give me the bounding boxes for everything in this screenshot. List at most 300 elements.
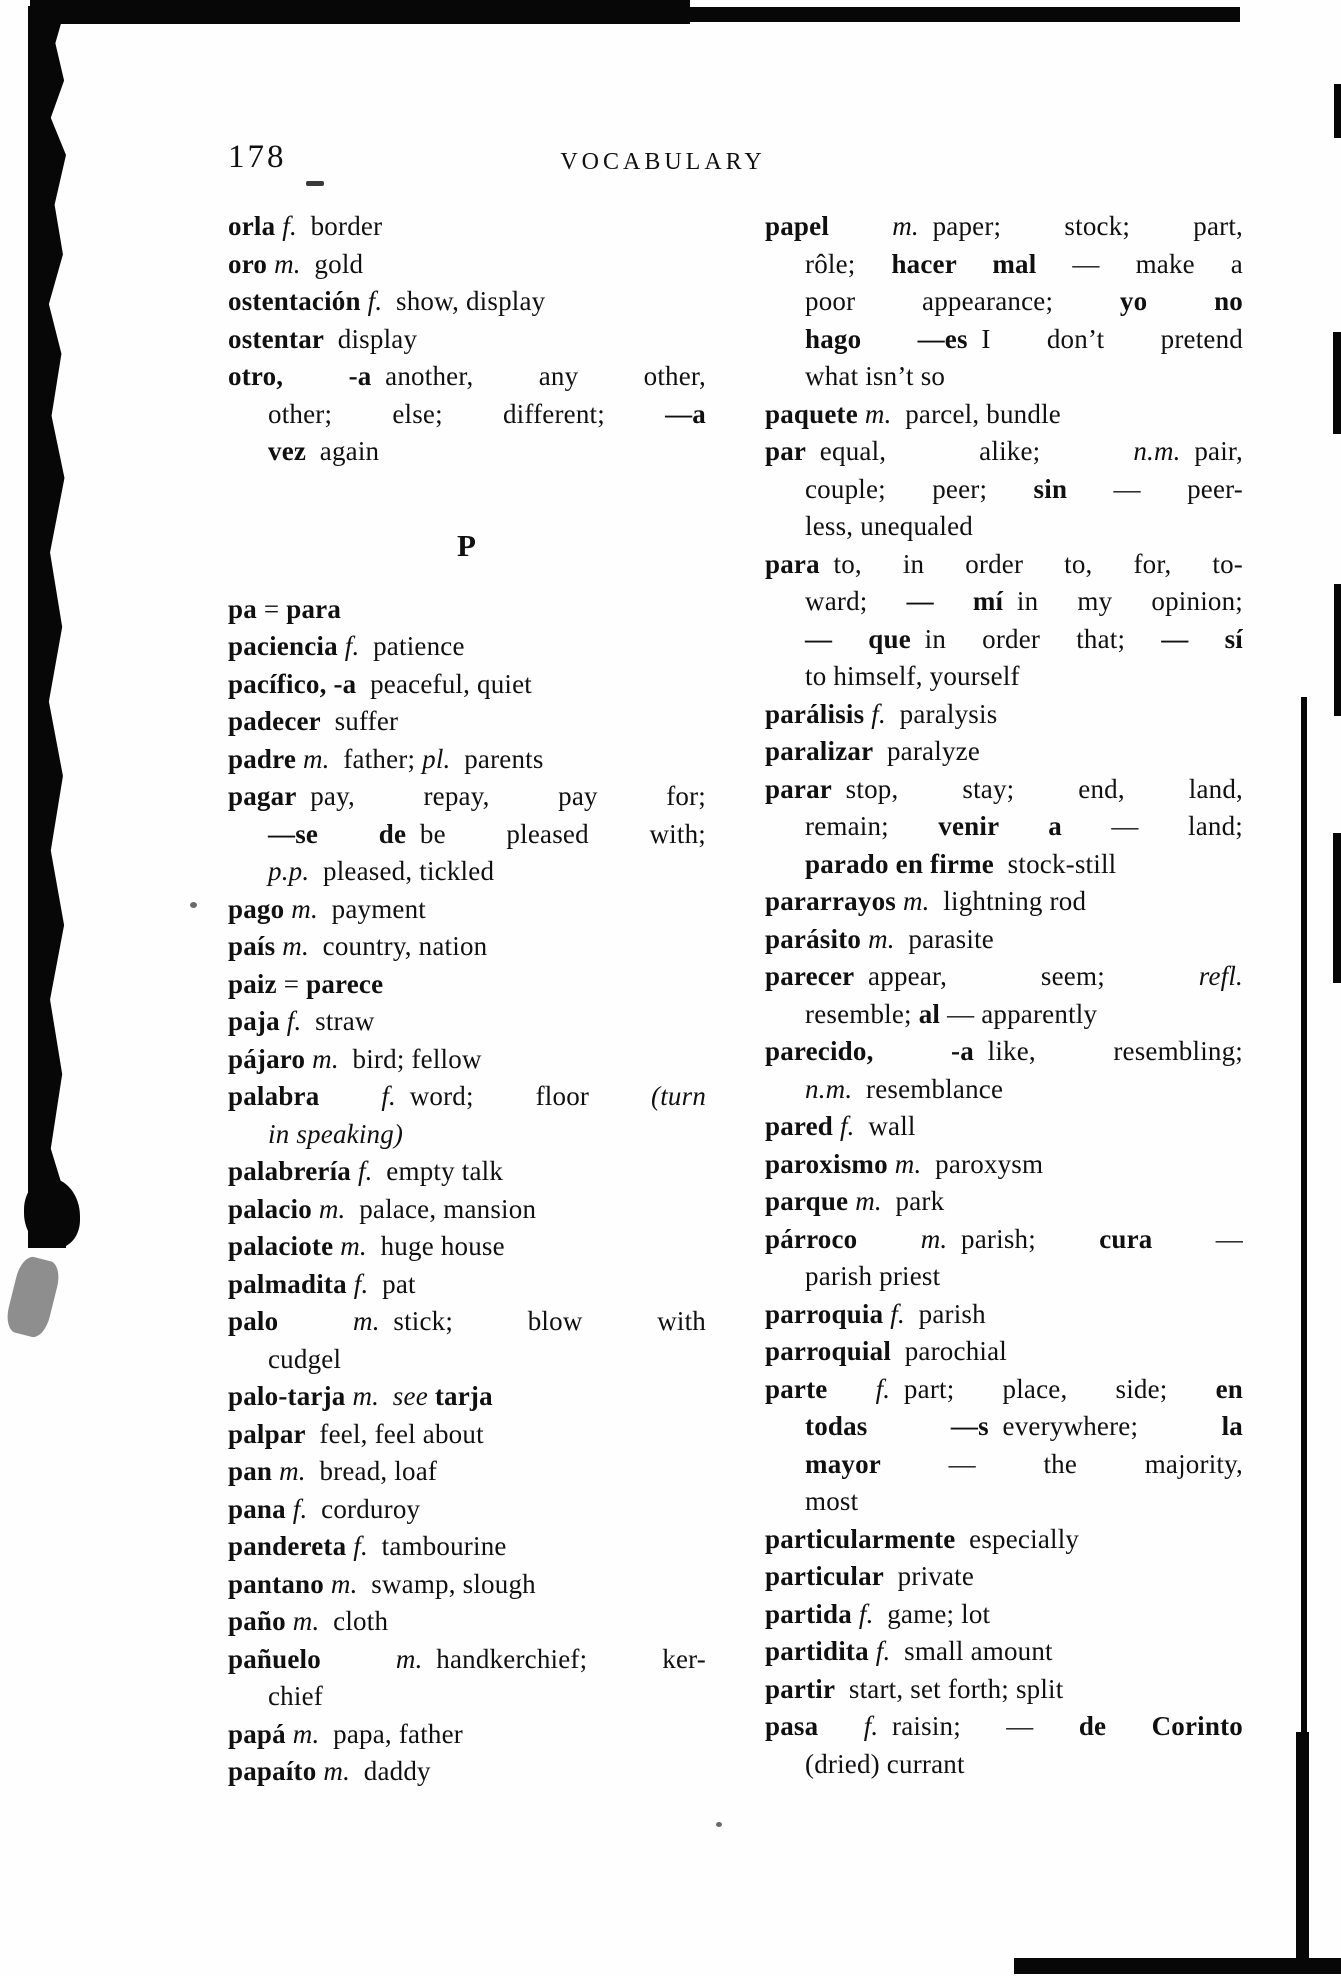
entry-text: paper; stock; part, [918, 211, 1244, 241]
entry-text: bread, loaf [305, 1456, 438, 1486]
entry-text: bird; fellow [338, 1043, 482, 1074]
entry-text [347, 1269, 354, 1299]
bold-phrase: parece [306, 968, 384, 999]
entry-text: paralyze [873, 736, 981, 766]
entry-text [312, 1194, 319, 1224]
entry-line [765, 771, 1243, 809]
entry-line [228, 1453, 706, 1491]
entry-text: what isn’t so [805, 361, 946, 391]
entry-text [286, 1494, 293, 1524]
scan-edge-top-bar-thin [680, 7, 1240, 22]
entry-text [827, 1374, 875, 1404]
entry-line [765, 1671, 1243, 1709]
entry-headword: papaíto [228, 1756, 317, 1786]
entry-line [765, 958, 1243, 996]
entry-continuation-line [765, 471, 1243, 509]
entry-text: chief [268, 1681, 323, 1711]
entry-headword: pacífico, -a [228, 668, 357, 699]
entry-line [228, 1153, 706, 1191]
grammar-marker: refl. [1198, 961, 1243, 991]
entry-text [428, 1381, 435, 1411]
entry-line [228, 283, 706, 321]
entry-text: suffer [320, 706, 399, 736]
entry-line [228, 1228, 706, 1266]
grammar-marker: m. [323, 1756, 351, 1786]
entry-headword: orla [228, 211, 276, 241]
grammar-marker: f. [286, 1006, 302, 1036]
grammar-marker: m. [291, 893, 318, 924]
entry-headword: pararrayos [765, 886, 896, 916]
entry-text: payment [317, 893, 427, 924]
entry-text: private [883, 1561, 975, 1591]
entry-headword: padre [228, 743, 297, 774]
entry-headword: partir [765, 1673, 836, 1704]
bold-phrase: hacer mal [891, 248, 1037, 279]
grammar-marker: in speaking) [268, 1118, 404, 1149]
entry-text [818, 1711, 863, 1741]
entry-text [852, 1599, 859, 1629]
bold-phrase: tarja [434, 1381, 493, 1411]
entry-continuation-line [765, 358, 1243, 396]
entry-text: swamp, slough [357, 1568, 536, 1599]
entry-headword: parásito [765, 923, 862, 954]
entry-line [228, 1416, 706, 1454]
entry-text [896, 886, 903, 916]
entry-line [228, 1753, 706, 1791]
grammar-marker: f. [292, 1493, 308, 1524]
entry-headword: parálisis [765, 698, 865, 729]
entry-headword: pasa [765, 1711, 819, 1741]
entry-headword: par [765, 436, 807, 466]
bold-phrase: mayor [805, 1448, 881, 1479]
entry-continuation-line [228, 1678, 706, 1716]
entry-continuation-line [765, 1483, 1243, 1521]
entry-text: everywhere; [988, 1411, 1222, 1441]
entry-text: pay, repay, pay for; [296, 781, 706, 811]
grammar-marker: pl. [422, 743, 451, 774]
grammar-marker: f. [353, 1531, 368, 1561]
grammar-marker: p.p. [268, 856, 310, 886]
grammar-marker: m. [292, 1606, 320, 1636]
entry-text [351, 1156, 358, 1186]
scan-edge-left-blob [24, 1178, 80, 1248]
entry-text: display [324, 323, 418, 354]
entry-text: like, resembling; [973, 1036, 1244, 1066]
bold-phrase: cura [1099, 1223, 1153, 1254]
entry-text: resemble; [805, 998, 919, 1029]
entry-line [228, 666, 706, 704]
entry-text: parochial [891, 1336, 1007, 1366]
entry-text: patience [359, 631, 465, 661]
entry-text: raisin; — [878, 1711, 1079, 1741]
grammar-marker: f. [863, 1711, 879, 1741]
entry-text: border [296, 211, 383, 241]
entry-text: daddy [350, 1756, 431, 1786]
entry-line [765, 921, 1243, 959]
bold-phrase: de Corinto [1078, 1711, 1243, 1741]
grammar-marker: m. [868, 923, 895, 954]
entry-text: = [256, 593, 287, 624]
grammar-marker: (turn [651, 1081, 707, 1111]
entry-headword: papel [765, 211, 830, 241]
entry-continuation-line [765, 996, 1243, 1034]
entry-line [765, 1146, 1243, 1184]
entry-text [338, 631, 345, 661]
grammar-marker: see [392, 1381, 428, 1411]
entry-continuation-line [765, 846, 1243, 884]
entry-headword: palmadita [228, 1268, 347, 1299]
entry-headword: palo-tarja [228, 1381, 346, 1411]
entry-text: handkerchief; ker- [422, 1643, 706, 1674]
entry-line [228, 778, 706, 816]
grammar-marker: m. [274, 248, 301, 279]
entry-headword: paralizar [765, 736, 874, 766]
entry-headword: partida [765, 1598, 852, 1629]
entry-headword: párroco [765, 1223, 858, 1254]
bold-phrase: —se de [268, 818, 407, 849]
entry-text: corduroy [307, 1493, 421, 1524]
scan-edge-right-tick [1333, 833, 1341, 983]
entry-text [361, 286, 368, 316]
entry-headword: ostentar [228, 323, 325, 354]
vocabulary-right-column [765, 208, 1243, 1783]
entry-text: — the majority, [880, 1448, 1243, 1479]
entry-line [765, 883, 1243, 921]
entry-headword: palacio [228, 1193, 312, 1224]
grammar-marker: m. [395, 1643, 423, 1674]
entry-line [765, 733, 1243, 771]
entry-headword: paiz [228, 968, 277, 999]
grammar-marker: f. [282, 211, 297, 241]
entry-line [765, 1108, 1243, 1146]
grammar-marker: f. [890, 1298, 905, 1329]
entry-headword: paja [228, 1006, 280, 1036]
entry-text: — peer- [1067, 473, 1243, 504]
entry-text [829, 211, 892, 241]
entry-text: parish; [947, 1223, 1100, 1254]
entry-text: pat [368, 1268, 416, 1299]
bold-phrase: vez [268, 436, 307, 466]
entry-line [765, 1221, 1243, 1259]
entry-text: huge house [366, 1231, 505, 1261]
bold-phrase: sin [1033, 473, 1068, 504]
entry-headword: ostentación [228, 286, 361, 316]
entry-headword: particular [765, 1561, 884, 1591]
grammar-marker: f. [381, 1081, 396, 1111]
entry-text: paroxysm [921, 1148, 1044, 1179]
grammar-marker: m. [340, 1231, 367, 1261]
entry-text: ward; [805, 586, 907, 616]
entry-headword: pago [228, 893, 285, 924]
entry-line [228, 1641, 706, 1679]
entry-headword: pandereta [228, 1531, 347, 1561]
entry-line [765, 1708, 1243, 1746]
entry-text: pair, [1180, 436, 1243, 466]
grammar-marker: m. [892, 211, 919, 241]
scan-edge-left-binding-shadow [28, 6, 66, 1248]
entry-text: to himself, yourself [805, 661, 1020, 691]
bold-phrase: todas —s [805, 1411, 989, 1441]
entry-text: father; [329, 743, 423, 774]
entry-headword: paciencia [228, 631, 338, 661]
section-letter: P [457, 527, 477, 563]
grammar-marker: m. [279, 1456, 306, 1486]
entry-headword: pan [228, 1456, 273, 1486]
scan-speck [306, 181, 324, 186]
entry-line [228, 891, 706, 929]
entry-continuation-line [228, 433, 706, 471]
entry-text: part; place, side; [890, 1373, 1216, 1404]
grammar-marker: f. [353, 1268, 369, 1299]
entry-text: word; floor [396, 1081, 652, 1111]
entry-headword: oro [228, 248, 268, 279]
bold-phrase: — que [805, 623, 911, 654]
page-number: 178 [228, 139, 287, 175]
scan-edge-bottom-bar [1014, 1958, 1341, 1974]
entry-headword: palabra [228, 1081, 320, 1111]
entry-text: parasite [894, 923, 994, 954]
entry-continuation-line [765, 1446, 1243, 1484]
grammar-marker: m. [855, 1186, 882, 1216]
entry-line [765, 1633, 1243, 1671]
entry-line [228, 1003, 706, 1041]
entry-continuation-line [765, 508, 1243, 546]
entry-text [888, 1149, 895, 1179]
entry-headword: partidita [765, 1636, 869, 1666]
entry-headword: palo [228, 1306, 279, 1336]
entry-line [765, 1333, 1243, 1371]
entry-text: poor appearance; [805, 286, 1120, 316]
bold-phrase: parado en firme [805, 848, 994, 879]
entry-text: especially [955, 1523, 1080, 1554]
entry-text [379, 1381, 393, 1411]
entry-line [228, 1378, 706, 1416]
entry-text [296, 744, 303, 774]
entry-text: again [306, 436, 380, 466]
entry-text: small amount [890, 1636, 1053, 1666]
entry-headword: paroxismo [765, 1148, 888, 1179]
entry-text: show, display [382, 286, 546, 316]
entry-text: gold [300, 248, 364, 279]
entry-headword: parecer [765, 961, 855, 991]
entry-text: pleased, tickled [309, 856, 495, 886]
entry-continuation-line [228, 816, 706, 854]
entry-text: park [881, 1186, 945, 1216]
scan-speck [716, 1822, 722, 1827]
scan-edge-top-bar [30, 0, 690, 24]
entry-line [765, 1183, 1243, 1221]
bold-phrase: — mí [906, 586, 1004, 616]
grammar-marker: m. [282, 931, 309, 961]
entry-text: equal, alike; [806, 436, 1134, 466]
grammar-marker: f. [344, 631, 360, 661]
entry-text: feel, feel about [305, 1418, 484, 1449]
entry-line [228, 591, 706, 629]
entry-line [228, 928, 706, 966]
entry-line [765, 546, 1243, 584]
entry-text: I don’t pretend [967, 323, 1243, 354]
entry-text: papa, father [319, 1718, 463, 1749]
entry-text: other; else; different; [268, 398, 666, 429]
entry-text: parish priest [805, 1261, 941, 1291]
entry-text: lightning rod [929, 886, 1087, 916]
grammar-marker: f. [875, 1636, 891, 1666]
entry-continuation-line [228, 853, 706, 891]
grammar-marker: m. [330, 1568, 358, 1599]
entry-headword: palabrería [228, 1156, 351, 1186]
entry-headword: pana [228, 1493, 286, 1524]
entry-text: — apparently [940, 998, 1098, 1029]
entry-text: cloth [319, 1606, 389, 1636]
entry-continuation-line [765, 621, 1243, 659]
bold-phrase: en [1215, 1373, 1243, 1404]
running-header: VOCABULARY [560, 149, 766, 175]
entry-text: cudgel [268, 1343, 342, 1374]
entry-line [228, 1603, 706, 1641]
entry-line [228, 1078, 706, 1116]
entry-text: couple; peer; [805, 473, 1034, 504]
entry-headword: parroquial [765, 1336, 892, 1366]
grammar-marker: m. [902, 886, 930, 916]
entry-text [286, 1719, 293, 1749]
entry-text [858, 399, 865, 429]
grammar-marker: f. [839, 1111, 855, 1141]
entry-text: be pleased with; [406, 818, 706, 849]
bold-phrase: — sí [1161, 623, 1243, 654]
entry-text [280, 1006, 287, 1036]
entry-continuation-line [765, 1071, 1243, 1109]
entry-line [228, 628, 706, 666]
entry-text: stock-still [993, 848, 1117, 879]
entry-continuation-line [765, 808, 1243, 846]
entry-headword: pañuelo [228, 1643, 321, 1674]
grammar-marker: m. [894, 1148, 922, 1179]
entry-line [228, 741, 706, 779]
entry-headword: paño [228, 1606, 286, 1636]
entry-headword: parar [765, 773, 832, 804]
grammar-marker: n.m. [805, 1073, 853, 1104]
entry-text [869, 1636, 876, 1666]
entry-text [857, 1224, 920, 1254]
entry-line [765, 208, 1243, 246]
entry-continuation-line [765, 1746, 1243, 1784]
entry-line [228, 703, 706, 741]
entry-line [765, 1558, 1243, 1596]
entry-text: — make a [1036, 248, 1243, 279]
entry-text: in my opinion; [1003, 586, 1243, 616]
entry-line [765, 696, 1243, 734]
entry-text: — [1152, 1223, 1243, 1254]
entry-text: peaceful, quiet [356, 668, 532, 699]
entry-text: to, in order to, for, to- [819, 548, 1243, 579]
entry-text: tambourine [367, 1531, 507, 1561]
entry-continuation-line [765, 583, 1243, 621]
scan-edge-right-tick [1334, 84, 1341, 138]
entry-line [765, 396, 1243, 434]
entry-continuation-line [765, 1258, 1243, 1296]
grammar-marker: f. [367, 286, 383, 316]
entry-text [319, 1081, 381, 1111]
entry-text: parents [450, 743, 544, 774]
grammar-marker: m. [352, 1381, 380, 1411]
entry-headword: pa [228, 593, 257, 624]
entry-line [228, 1041, 706, 1079]
entry-text: palace, mansion [345, 1193, 537, 1224]
scan-edge-left-smudge [3, 1254, 63, 1340]
grammar-marker: n.m. [1133, 436, 1181, 466]
entry-text: stop, stay; end, land, [831, 773, 1243, 804]
entry-headword: parroquia [765, 1298, 884, 1329]
entry-text: country, nation [308, 931, 488, 961]
entry-text: parcel, bundle [891, 398, 1061, 429]
grammar-marker: f. [871, 698, 886, 729]
entry-continuation-line [765, 1408, 1243, 1446]
entry-text: wall [854, 1111, 916, 1141]
entry-continuation-line [228, 396, 706, 434]
vocabulary-left-column [228, 208, 706, 1791]
grammar-marker: m. [864, 398, 892, 429]
entry-line [228, 1716, 706, 1754]
entry-line [228, 246, 706, 284]
scan-edge-right-line-bottom [1296, 1732, 1309, 1958]
entry-headword: parecido, -a [765, 1036, 974, 1066]
entry-line [765, 1033, 1243, 1071]
entry-text: — land; [1061, 811, 1243, 841]
entry-headword: país [228, 931, 276, 961]
entry-line [228, 1566, 706, 1604]
entry-text: in order that; [910, 623, 1162, 654]
entry-text: straw [301, 1006, 375, 1036]
entry-line [228, 321, 706, 359]
entry-text: appear, seem; [854, 961, 1199, 991]
entry-text: another, any other, [371, 361, 706, 391]
grammar-marker: f. [858, 1598, 874, 1629]
entry-continuation-line [765, 321, 1243, 359]
scan-edge-right-tick [1334, 584, 1341, 716]
entry-headword: pagar [228, 781, 297, 811]
entry-line [765, 1296, 1243, 1334]
entry-text: most [805, 1486, 859, 1516]
entry-text: stick; blow with [379, 1306, 706, 1336]
entry-headword: otro, -a [228, 361, 372, 391]
entry-headword: palpar [228, 1418, 306, 1449]
entry-headword: particularmente [765, 1523, 956, 1554]
entry-text: start, set forth; split [835, 1673, 1064, 1704]
entry-line [228, 1191, 706, 1229]
grammar-marker: f. [357, 1156, 373, 1186]
entry-headword: palaciote [228, 1231, 334, 1261]
entry-text: rôle; [805, 248, 892, 279]
entry-line [765, 1371, 1243, 1409]
bold-phrase: venir a [938, 811, 1062, 841]
entry-line [765, 433, 1243, 471]
scan-speck [190, 902, 197, 908]
entry-line [765, 1521, 1243, 1559]
grammar-marker: m. [318, 1193, 346, 1224]
entry-text: resemblance [852, 1073, 1004, 1104]
entry-headword: para [765, 548, 820, 579]
entry-line [228, 1303, 706, 1341]
grammar-marker: m. [312, 1043, 339, 1074]
grammar-marker: m. [292, 1718, 320, 1749]
entry-continuation-line [765, 283, 1243, 321]
entry-text: paralysis [885, 698, 998, 729]
bold-phrase: —a [665, 398, 706, 429]
entry-continuation-line [765, 246, 1243, 284]
entry-line [228, 358, 706, 396]
entry-line [228, 966, 706, 1004]
entry-text: empty talk [372, 1156, 504, 1186]
